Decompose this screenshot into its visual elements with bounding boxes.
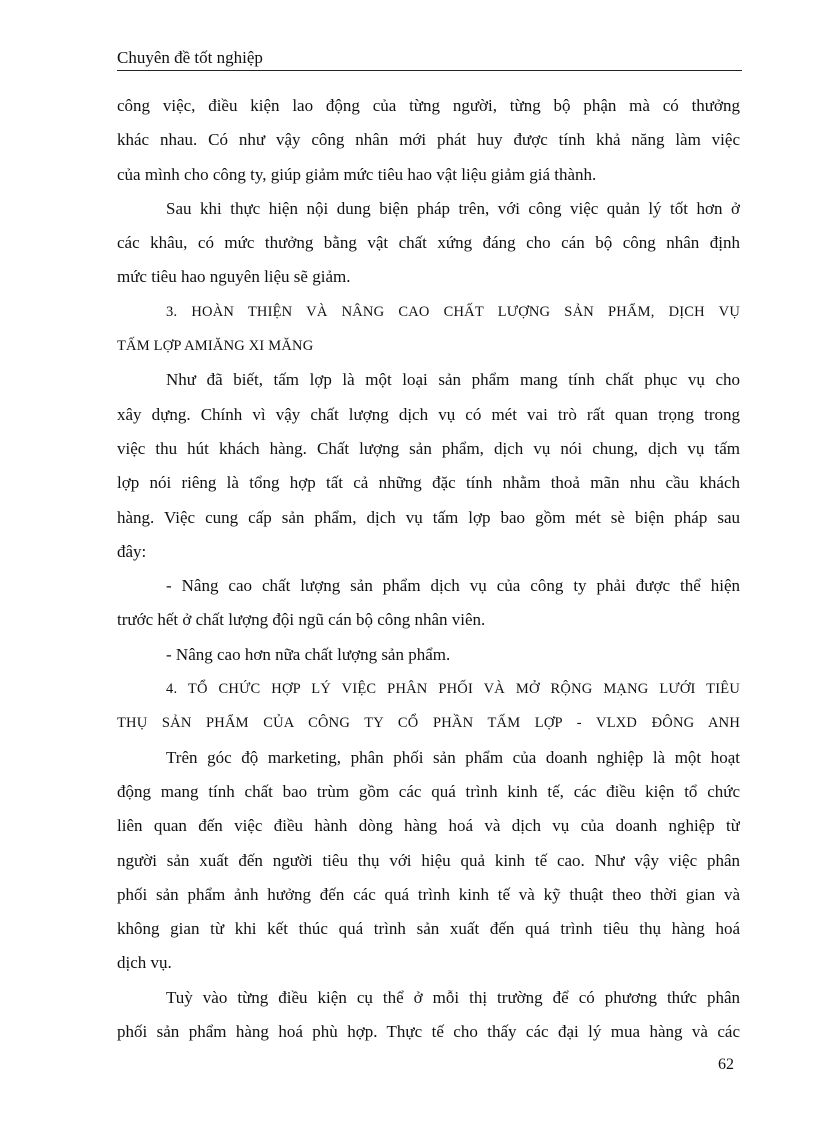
bullet-line: - Nâng cao chất lượng sản phẩm dịch vụ của công ty phải được thể hiện: [166, 576, 740, 596]
text-line: các khâu, có mức thưởng bằng vật chất xứng đáng cho cán bộ công nhân định: [117, 233, 740, 253]
text-line: Sau khi thực hiện nội dung biện pháp trên, với công việc quản lý tốt hơn ở: [166, 198, 740, 218]
text-line: dịch vụ.: [117, 953, 172, 973]
text-line: phối sản phẩm ảnh hưởng đến các quá trình kinh tế và kỹ thuật theo thời gian và: [117, 884, 740, 904]
page-header: [117, 48, 742, 71]
bullet-line: - Nâng cao hơn nữa chất lượng sản phẩm.: [166, 644, 451, 664]
text-line: khác nhau. Có như vậy công nhân mới phát huy được tính khả năng làm việc: [117, 130, 740, 150]
text-line: xây dựng. Chính vì vậy chất lượng dịch vụ có mét vai trò rất quan trọng trong: [117, 404, 740, 424]
text-line: Tuỳ vào từng điều kiện cụ thể ở mỗi thị trường để có phương thức phân: [166, 987, 740, 1007]
document-body: [117, 89, 740, 1049]
section-heading-4-cont: THỤ SẢN PHẨM CỦA CÔNG TY CỔ PHẦN TẤM LỢP - VLXD ĐÔNG ANH: [117, 715, 740, 732]
text-line: hàng. Việc cung cấp sản phẩm, dịch vụ tấm lợp bao gồm mét sè biện pháp sau: [117, 507, 740, 527]
text-line: trước hết ở chất lượng đội ngũ cán bộ công nhân viên.: [117, 610, 486, 630]
text-line: lợp nói riêng là tổng hợp tất cả những đặc tính nhằm thoả mãn nhu cầu khách: [117, 473, 740, 493]
header-title: Chuyên đề tốt nghiệp: [117, 48, 263, 67]
text-line: không gian từ khi kết thúc quá trình sản xuất đến quá trình tiêu thụ hàng hoá: [117, 919, 740, 939]
text-line: mức tiêu hao nguyên liệu sẽ giảm.: [117, 267, 351, 287]
text-line: công việc, điều kiện lao động của từng người, từng bộ phận mà có thưởng: [117, 96, 740, 115]
text-line: đây:: [117, 541, 147, 561]
text-line: người sản xuất đến người tiêu thụ với hiệu quả kinh tế cao. Như vậy việc phân: [117, 850, 740, 870]
text-line: liên quan đến việc điều hành dòng hàng hoá và dịch vụ của doanh nghiệp từ: [117, 816, 740, 836]
text-line: động mang tính chất bao trùm gồm các quá trình kinh tế, các điều kiện tổ chức: [117, 781, 740, 801]
text-line: phối sản phẩm hàng hoá phù hợp. Thực tế cho thấy các đại lý mua hàng và các: [117, 1022, 740, 1042]
text-line: việc thu hút khách hàng. Chất lượng sản phẩm, dịch vụ nói chung, dịch vụ tấm: [117, 438, 740, 458]
section-heading-4: 4. TỔ CHỨC HỢP LÝ VIỆC PHÂN PHỐI VÀ MỞ RỘNG MẠNG LƯỚI TIÊU: [166, 681, 740, 698]
text-line: Trên góc độ marketing, phân phối sản phẩm của doanh nghiệp là một hoạt: [166, 747, 740, 767]
section-heading-3-cont: TẤM LỢP AMIĂNG XI MĂNG: [117, 338, 314, 355]
section-heading-3: 3. HOÀN THIỆN VÀ NÂNG CAO CHẤT LƯỢNG SẢN PHẨM, DỊCH VỤ: [166, 303, 740, 320]
text-line: Như đã biết, tấm lợp là một loại sản phẩm mang tính chất phục vụ cho: [166, 370, 740, 390]
page-number: 62: [718, 1056, 734, 1073]
text-line: của mình cho công ty, giúp giảm mức tiêu hao vật liệu giảm giá thành.: [117, 164, 597, 184]
